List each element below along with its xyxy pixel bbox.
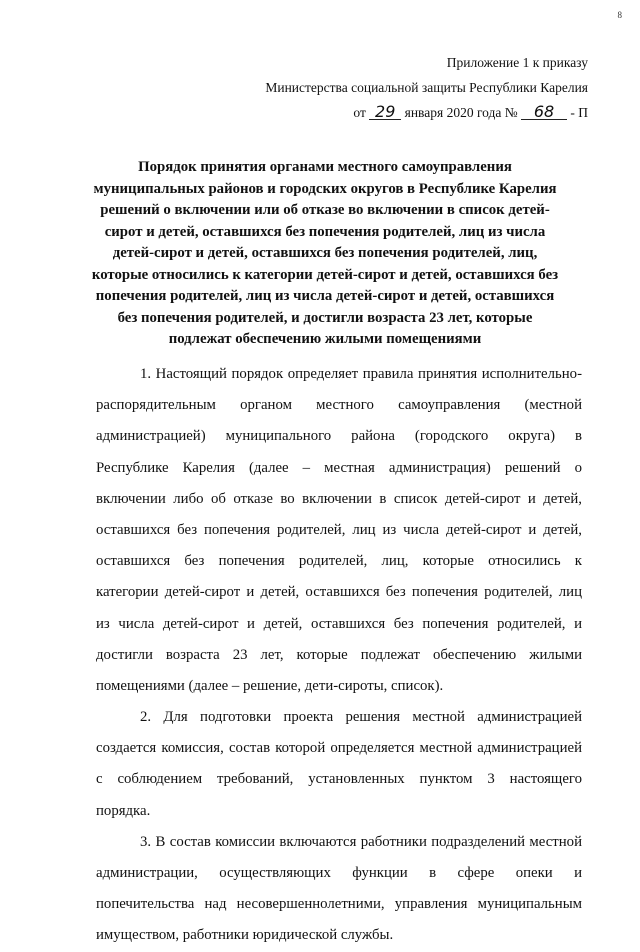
annex-line: Приложение 1 к приказу: [446, 55, 588, 70]
page-corner-mark: 8: [617, 10, 622, 20]
paragraph-line: порядка.: [96, 802, 151, 819]
order-suffix: - П: [570, 105, 588, 120]
title-line: сирот и детей, оставшихся без попечения родителей, лиц из числа: [104, 223, 546, 240]
title-line: детей-сирот и детей, оставшихся без попечения родителей, лиц,: [112, 245, 538, 261]
paragraph-line: Республике Карелия (далее – местная администрация) решений о: [96, 459, 582, 476]
title-line: которые относились к категории детей-сирот и детей, оставшихся без: [91, 266, 559, 283]
paragraph-line: создается комиссия, состав которой определяется местной администрацией: [96, 740, 582, 757]
paragraph-line: с соблюдением требований, установленных пунктом 3 настоящего: [96, 771, 582, 788]
paragraph-line: администрации, осуществляющих функции в сфере опеки и: [96, 865, 582, 881]
title-line: Порядок принятия органами местного самоуправления: [138, 159, 512, 175]
order-date-line: [265, 100, 588, 125]
paragraph-line: распорядительным органом местного самоуправления (местной: [96, 397, 582, 414]
title-line: попечения родителей, лиц из числа детей-сирот и детей, оставшихся: [95, 288, 555, 304]
document-body: [96, 359, 582, 952]
paragraph-line: имуществом, работники юридической службы.: [96, 927, 394, 944]
date-middle: января 2020 года №: [404, 105, 518, 120]
title-line: решений о включении или об отказе во включении в список детей-: [100, 202, 550, 218]
paragraph-line: категории детей-сирот и детей, оставшихся без попечения родителей, лиц: [96, 584, 582, 601]
paragraph-line: 2. Для подготовки проекта решения местной администрацией: [140, 709, 582, 726]
paragraph-line: попечительства над несовершеннолетними, управления муниципальным: [96, 896, 582, 913]
paragraph-line: оставшихся без попечения родителей, лиц из числа детей-сирот и детей,: [96, 521, 582, 538]
title-line: подлежат обеспечению жилыми помещениями: [168, 331, 482, 347]
handwritten-order-number: 68: [521, 105, 567, 120]
annex-header: [265, 50, 588, 125]
paragraph-line: включении либо об отказе во включении в список детей-сирот и детей,: [96, 490, 582, 507]
paragraph-line: достигли возраста 23 лет, которые подлежат обеспечению жилыми: [96, 646, 582, 663]
paragraph-line: оставшихся без попечения родителей, лиц, которые относились к: [96, 553, 582, 570]
title-line: муниципальных районов и городских округов в Республике Карелия: [93, 180, 557, 197]
date-prefix: от: [353, 105, 366, 120]
handwritten-day: 29: [369, 105, 401, 120]
title-line: без попечения родителей, и достигли возраста 23 лет, которые: [117, 309, 533, 326]
paragraph-line: 1. Настоящий порядок определяет правила принятия исполнительно-: [140, 366, 582, 382]
paragraph-line: из числа детей-сирот и детей, оставшихся без попечения родителей, и: [96, 615, 582, 632]
paragraph-line: 3. В состав комиссии включаются работники подразделений местной: [140, 833, 582, 850]
paragraph-line: помещениями (далее – решение, дети-сироты, список).: [96, 677, 444, 694]
paragraph-line: администрацией) муниципального района (городского округа) в: [96, 428, 582, 445]
ministry-line: Министерства социальной защиты Республики Карелия: [265, 80, 588, 95]
paragraph-3: [96, 827, 582, 952]
paragraph-1: [96, 359, 582, 702]
document-title: [88, 157, 562, 351]
paragraph-2: [96, 702, 582, 827]
